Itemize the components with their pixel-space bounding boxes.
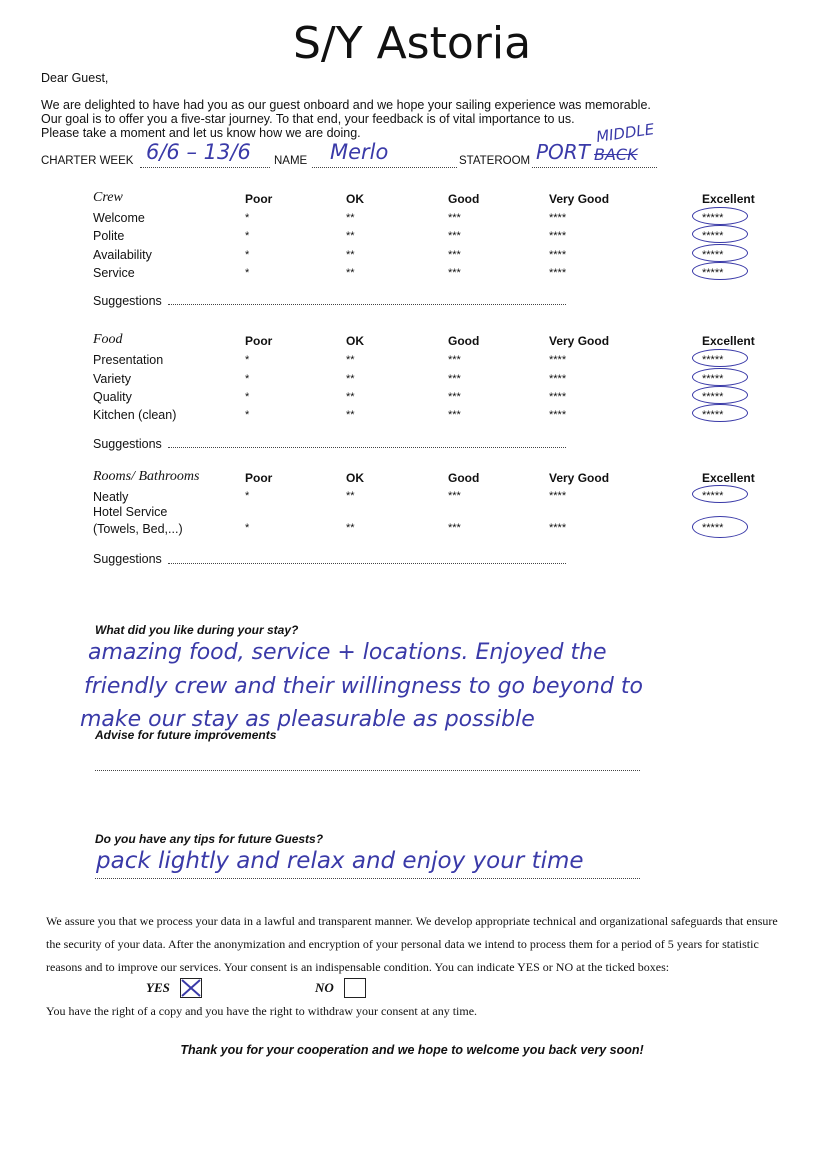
rating-star-4[interactable]: **** <box>549 522 567 534</box>
charter-week-value[interactable]: 6/6 – 13/6 <box>146 140 251 164</box>
name-value[interactable]: Merlo <box>330 140 389 164</box>
rooms-item-hotel-service: Hotel Service <box>93 505 168 519</box>
col-ok: OK <box>346 192 364 206</box>
selection-circle <box>692 225 748 243</box>
selection-circle <box>692 349 748 367</box>
selection-circle <box>692 404 748 422</box>
rating-star-2[interactable]: ** <box>346 490 355 502</box>
rating-star-5[interactable]: ***** <box>702 354 724 366</box>
col-poor: Poor <box>245 192 273 206</box>
stateroom-value[interactable]: PORT <box>536 140 590 164</box>
question-like: What did you like during your stay? <box>95 623 299 637</box>
question-tips: Do you have any tips for future Guests? <box>95 832 324 846</box>
answer-like-line-3[interactable]: make our stay as pleasurable as possible <box>80 707 535 732</box>
stateroom-correction: MIDDLE <box>595 120 656 146</box>
col-good: Good <box>448 334 480 348</box>
rating-star-4[interactable]: **** <box>549 230 567 242</box>
rating-star-2[interactable]: ** <box>346 354 355 366</box>
stateroom-struck: BACK <box>594 145 638 164</box>
rating-star-5[interactable]: ***** <box>702 267 724 279</box>
rating-star-4[interactable]: **** <box>549 354 567 366</box>
rating-star-4[interactable]: **** <box>549 391 567 403</box>
food-suggestions-label: Suggestions <box>93 437 162 451</box>
name-label: NAME <box>274 155 308 167</box>
rating-star-4[interactable]: **** <box>549 212 567 224</box>
selection-circle <box>692 244 748 262</box>
rating-star-5[interactable]: ***** <box>702 249 724 261</box>
col-good: Good <box>448 471 480 485</box>
crew-item-availability: Availability <box>93 248 152 262</box>
col-excellent: Excellent <box>702 471 755 485</box>
rating-star-2[interactable]: ** <box>346 212 355 224</box>
rating-star-3[interactable]: *** <box>448 522 461 534</box>
rating-star-1[interactable]: * <box>245 373 250 385</box>
rooms-suggestions-label: Suggestions <box>93 552 162 566</box>
rating-star-5[interactable]: ***** <box>702 373 724 385</box>
rating-star-5[interactable]: ***** <box>702 212 724 224</box>
rating-star-1[interactable]: * <box>245 212 250 224</box>
rating-star-2[interactable]: ** <box>346 249 355 261</box>
col-excellent: Excellent <box>702 192 755 206</box>
rating-star-3[interactable]: *** <box>448 373 461 385</box>
rating-star-1[interactable]: * <box>245 391 250 403</box>
greeting: Dear Guest, <box>41 71 109 85</box>
food-item-quality: Quality <box>93 390 132 404</box>
rating-star-3[interactable]: *** <box>448 212 461 224</box>
food-item-presentation: Presentation <box>93 353 164 367</box>
rating-star-2[interactable]: ** <box>346 230 355 242</box>
rating-star-1[interactable]: * <box>245 490 250 502</box>
rating-star-3[interactable]: *** <box>448 354 461 366</box>
rating-star-3[interactable]: *** <box>448 230 461 242</box>
rating-star-4[interactable]: **** <box>549 490 567 502</box>
col-ok: OK <box>346 334 364 348</box>
rating-star-3[interactable]: *** <box>448 249 461 261</box>
intro-line-3: Please take a moment and let us know how we are doing. <box>41 126 361 140</box>
rating-star-2[interactable]: ** <box>346 373 355 385</box>
rooms-section-title: Rooms/ Bathrooms <box>93 469 200 484</box>
rooms-item-neatly: Neatly <box>93 490 129 504</box>
rating-star-1[interactable]: * <box>245 249 250 261</box>
rooms-suggestions-field[interactable] <box>168 563 566 564</box>
rating-star-1[interactable]: * <box>245 230 250 242</box>
food-item-kitchen: Kitchen (clean) <box>93 408 177 422</box>
intro-line-2: Our goal is to offer you a five-star journey. To that end, your feedback is of vital importance to us. <box>41 112 575 126</box>
answer-tips[interactable]: pack lightly and relax and enjoy your time <box>96 848 584 874</box>
crew-suggestions-label: Suggestions <box>93 294 162 308</box>
rating-star-3[interactable]: *** <box>448 490 461 502</box>
rooms-item-towels-bed: (Towels, Bed,...) <box>93 522 183 536</box>
stateroom-label: STATEROOM <box>459 155 531 167</box>
answer-like-line-2[interactable]: friendly crew and their willingness to go beyond to <box>84 674 643 699</box>
rating-star-2[interactable]: ** <box>346 391 355 403</box>
crew-item-service: Service <box>93 266 135 280</box>
rating-star-4[interactable]: **** <box>549 267 567 279</box>
rating-star-5[interactable]: ***** <box>702 522 724 534</box>
selection-circle <box>692 386 748 404</box>
col-poor: Poor <box>245 334 273 348</box>
crew-section-title: Crew <box>93 190 123 205</box>
charter-week-label: CHARTER WEEK <box>41 155 134 167</box>
col-very-good: Very Good <box>549 471 610 485</box>
rating-star-4[interactable]: **** <box>549 409 567 421</box>
data-privacy-text: We assure you that we process your data in a lawful and transparent manner. We develop appropriate technical and organizational safeguards that ensure the security of your data. After the anonymization and encryption of your personal data we intend to process them for a period of 5 years for statistic reasons and to improve our services. Your consent is an indispensable condition. You can indicate YES or NO at the ticked boxes: <box>46 914 778 974</box>
consent-no-label: NO <box>315 980 334 995</box>
rating-star-4[interactable]: **** <box>549 249 567 261</box>
consent-no-checkbox[interactable] <box>344 978 366 998</box>
page-title: S/Y Astoria <box>292 18 532 69</box>
rating-star-3[interactable]: *** <box>448 409 461 421</box>
intro-line-1: We are delighted to have had you as our guest onboard and we hope your sailing experience was memorable. <box>41 98 651 112</box>
rating-star-1[interactable]: * <box>245 522 250 534</box>
rating-star-2[interactable]: ** <box>346 522 355 534</box>
rating-star-1[interactable]: * <box>245 354 250 366</box>
col-very-good: Very Good <box>549 192 610 206</box>
rating-star-4[interactable]: **** <box>549 373 567 385</box>
col-excellent: Excellent <box>702 334 755 348</box>
closing-text: Thank you for your cooperation and we hope to welcome you back very soon! <box>180 1043 644 1057</box>
rating-star-3[interactable]: *** <box>448 391 461 403</box>
rating-star-2[interactable]: ** <box>346 267 355 279</box>
col-ok: OK <box>346 471 364 485</box>
col-very-good: Very Good <box>549 334 610 348</box>
answer-like-line-1[interactable]: amazing food, service + locations. Enjoyed the <box>88 640 607 665</box>
selection-circle <box>692 207 748 225</box>
rating-star-5[interactable]: ***** <box>702 490 724 502</box>
selection-circle <box>692 485 748 503</box>
crew-suggestions-field[interactable] <box>168 304 566 305</box>
crew-item-polite: Polite <box>93 229 125 243</box>
consent-yes-label: YES <box>146 980 170 995</box>
rating-star-1[interactable]: * <box>245 267 250 279</box>
food-suggestions-field[interactable] <box>168 447 566 448</box>
rating-star-5[interactable]: ***** <box>702 409 724 421</box>
food-item-variety: Variety <box>93 372 131 386</box>
selection-circle <box>692 262 748 280</box>
rating-star-5[interactable]: ***** <box>702 391 724 403</box>
col-poor: Poor <box>245 471 273 485</box>
selection-circle <box>692 368 748 386</box>
consent-yes-checkbox[interactable] <box>180 978 202 998</box>
rating-star-2[interactable]: ** <box>346 409 355 421</box>
rating-star-3[interactable]: *** <box>448 267 461 279</box>
checkmark-icon <box>180 978 202 998</box>
improve-field[interactable] <box>95 770 640 771</box>
rating-star-5[interactable]: ***** <box>702 230 724 242</box>
question-improve: Advise for future improvements <box>95 728 277 742</box>
rights-text: You have the right of a copy and you have the right to withdraw your consent at any time. <box>46 1004 478 1018</box>
selection-circle <box>692 516 748 538</box>
food-section-title: Food <box>93 332 123 347</box>
rating-star-1[interactable]: * <box>245 409 250 421</box>
crew-item-welcome: Welcome <box>93 211 145 225</box>
col-good: Good <box>448 192 480 206</box>
